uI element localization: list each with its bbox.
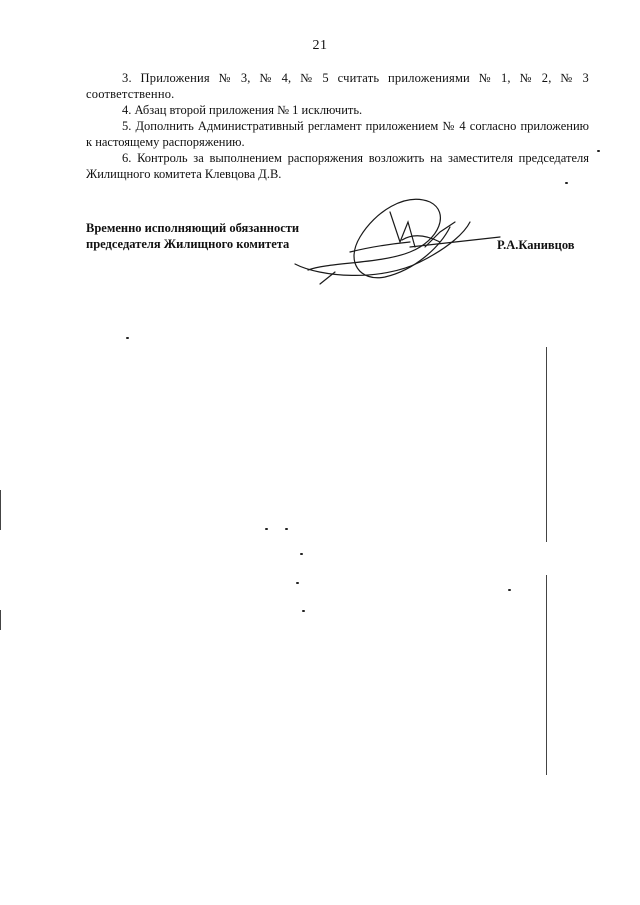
signatory-position-line1: Временно исполняющий обязанности (86, 221, 300, 235)
paragraph-5: 5. Дополнить Административный регламент приложением № 4 согласно приложению к настоящему распоряжению. (86, 119, 589, 149)
signatory-position (86, 220, 299, 252)
scan-speck (126, 337, 129, 339)
document-body (86, 70, 589, 182)
scan-edge-line (546, 347, 547, 542)
scan-speck (285, 528, 288, 530)
signatory-position-line2: председателя Жилищного комитета (86, 237, 290, 251)
scan-speck (296, 582, 299, 584)
scan-speck (597, 150, 600, 152)
signatory-name: Р.А.Канивцов (497, 238, 575, 252)
scan-edge-line (0, 490, 1, 530)
paragraph-6: 6. Контроль за выполнением распоряжения возложить на заместителя председателя Жилищного комитета Клевцова Д.В. (86, 151, 589, 181)
scan-speck (300, 553, 303, 555)
handwritten-signature (290, 192, 510, 292)
scan-speck (508, 589, 511, 591)
page-number: 21 (312, 38, 328, 53)
scan-speck (565, 182, 568, 184)
scan-speck (265, 528, 268, 530)
scan-speck (302, 610, 305, 612)
scan-edge-line (546, 575, 547, 775)
paragraph-3: 3. Приложения № 3, № 4, № 5 считать приложениями № 1, № 2, № 3 соответственно. (86, 71, 589, 101)
paragraph-4: 4. Абзац второй приложения № 1 исключить. (122, 103, 363, 117)
scan-edge-line (0, 610, 1, 630)
